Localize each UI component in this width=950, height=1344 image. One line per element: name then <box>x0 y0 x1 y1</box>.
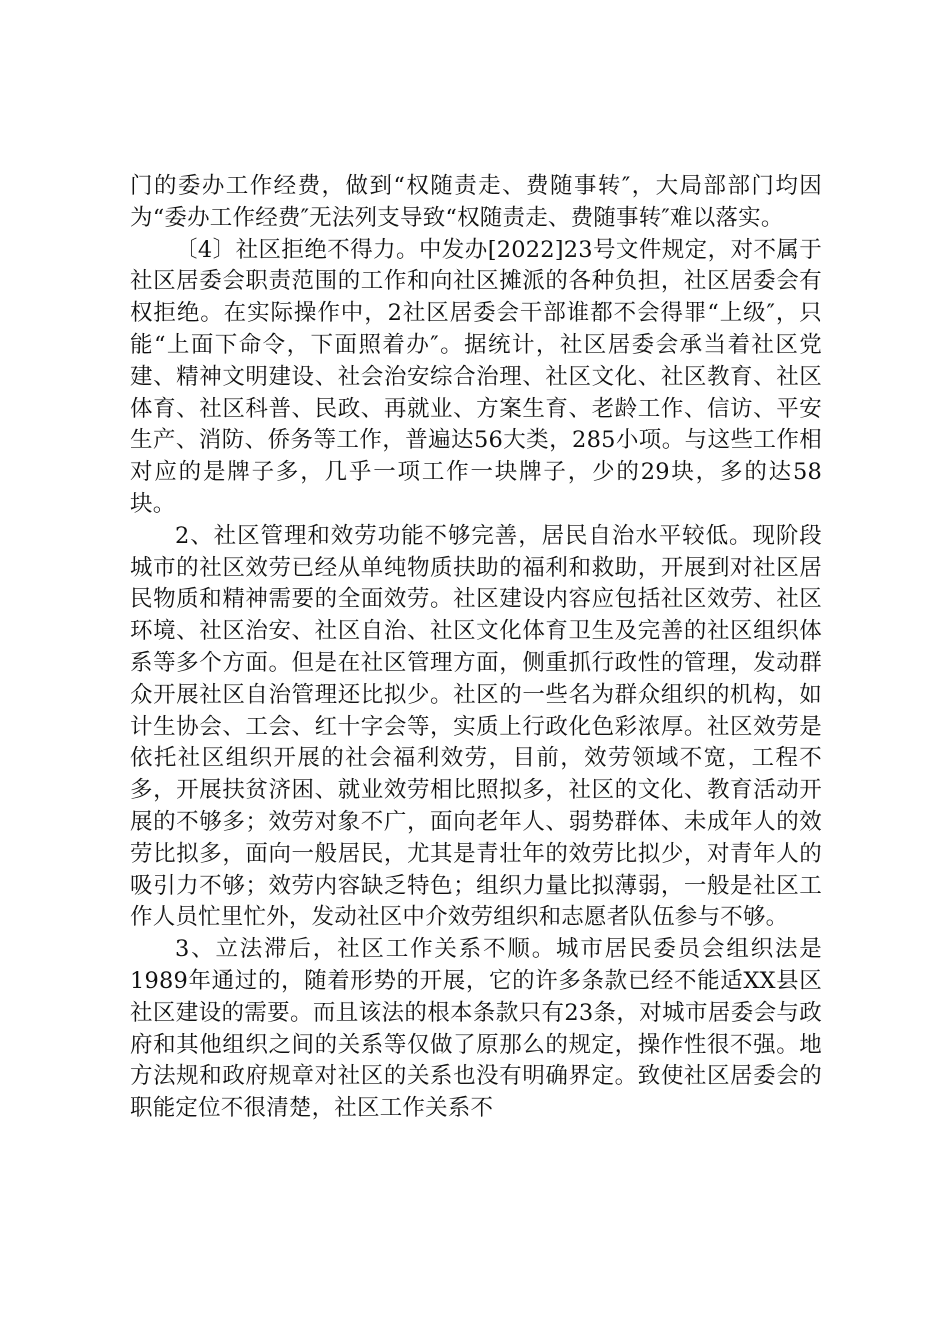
document-body <box>130 171 822 1125</box>
paragraph-continuation: 门的委办工作经费，做到“权随责走、费随事转″，大局部部门均因为“委办工作经费″无法列支导致“权随责走、费随事转″难以落实。 <box>130 173 822 231</box>
paragraph-point-3: 3、立法滞后，社区工作关系不顺。城市居民委员会组织法是1989年通过的，随着形势的开展，它的许多条款已经不能适XX县区社区建设的需要。而且该法的根本条款只有23条，对城市居委会与政府和其他组织之间的关系等仅做了原那么的规定，操作性很不强。地方法规和政府规章对社区的关系也没有明确界定。致使社区居委会的职能定位不很清楚，社区工作关系不 <box>130 936 822 1122</box>
paragraph-point-2: 2、社区管理和效劳功能不够完善，居民自治水平较低。现阶段城市的社区效劳已经从单纯物质扶助的福利和救助，开展到对社区居民物质和精神需要的全面效劳。社区建设内容应包括社区效劳、社区环境、社区治安、社区自治、社区文化体育卫生及完善的社区组织体系等多个方面。但是在社区管理方面，侧重抓行政性的管理，发动群众开展社区自治管理还比拟少。社区的一些名为群众组织的机构，如计生协会、工会、红十字会等，实质上行政化色彩浓厚。社区效劳是依托社区组织开展的社会福利效劳，目前，效劳领域不宽，工程不多，开展扶贫济困、就业效劳相比照拟多，社区的文化、教育活动开展的不够多；效劳对象不广，面向老年人、弱势群体、未成年人的效劳比拟多，面向一般居民，尤其是青壮年的效劳比拟少，对青年人的吸引力不够；效劳内容缺乏特色；组织力量比拟薄弱，一般是社区工作人员忙里忙外，发动社区中介效劳组织和志愿者队伍参与不够。 <box>130 522 822 931</box>
paragraph-item-4: 〔4〕社区拒绝不得力。中发办[2022]23号文件规定，对不属于社区居委会职责范围的工作和向社区摊派的各种负担，社区居委会有权拒绝。在实际操作中，2社区居委会干部谁都不会得罪“上级″，只能“上面下命令，下面照着办″。据统计，社区居委会承当着社区党建、精神文明建设、社会治安综合治理、社区文化、社区教育、社区体育、社区科普、民政、再就业、方案生育、老龄工作、信访、平安生产、消防、侨务等工作，普遍达56大类，285小项。与这些工作相对应的是牌子多，几乎一项工作一块牌子，少的29块，多的达58块。 <box>130 236 822 517</box>
